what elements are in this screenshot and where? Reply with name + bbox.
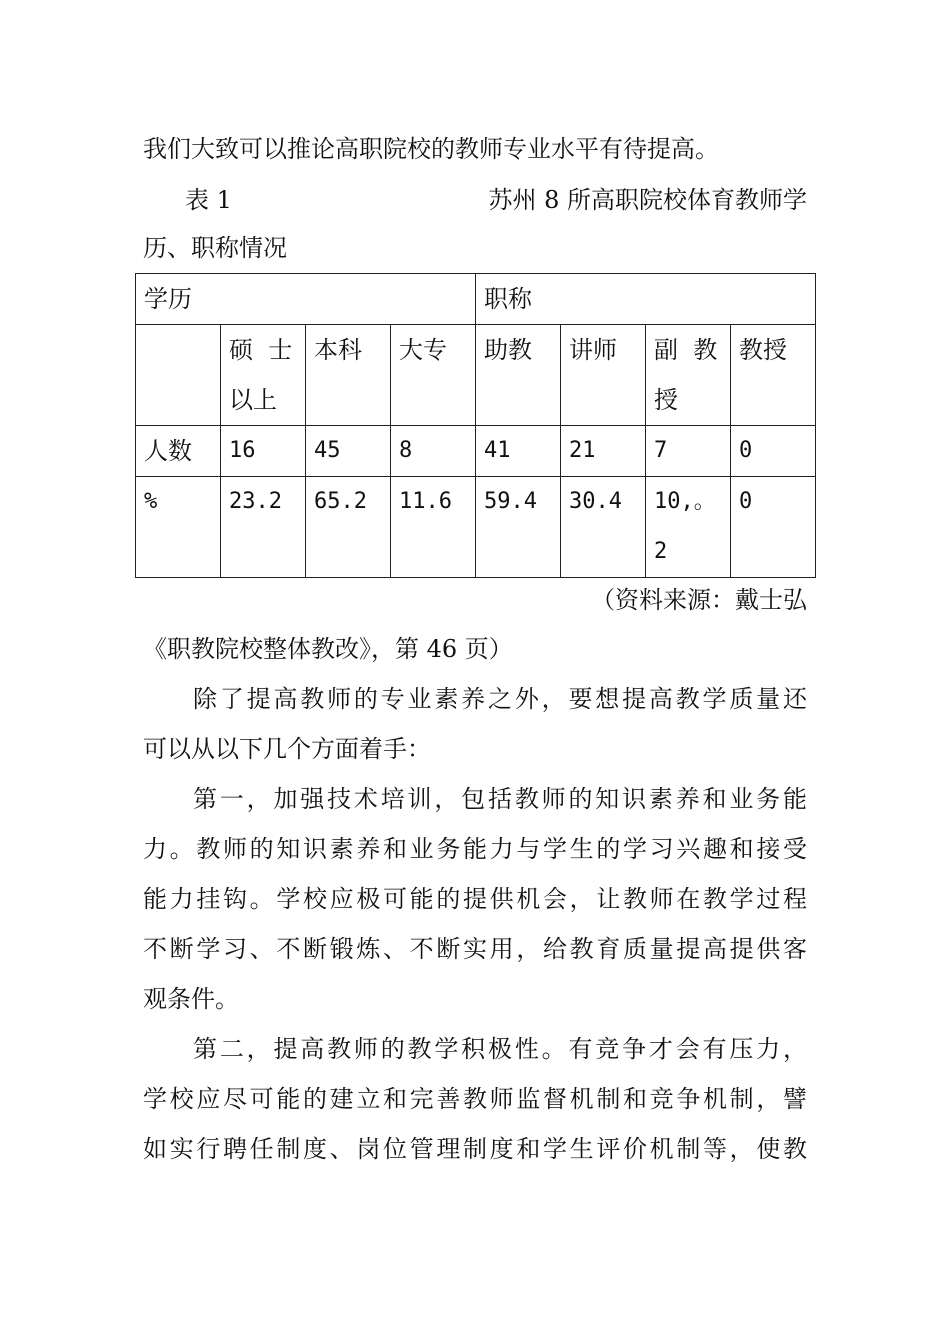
cell-pct-college: 11.6 xyxy=(391,477,476,578)
table-label: 表 1 xyxy=(185,186,232,214)
cell-count-masters: 16 xyxy=(221,426,306,477)
group-header-education: 学历 xyxy=(136,274,476,325)
cell-count-professor: 0 xyxy=(731,426,816,477)
source-line2: 《职教院校整体教改》，第 46 页） xyxy=(143,635,513,663)
table-row xyxy=(136,426,816,477)
table-title-line1: 苏州 8 所高职院校体育教师学 xyxy=(488,186,807,214)
para1-line1: 除了提高教师的专业素养之外，要想提高教学质量还 xyxy=(193,685,807,713)
para3-line2: 学校应尽可能的建立和完善教师监督机制和竞争机制，譬 xyxy=(143,1085,807,1113)
cell-pct-lecturer: 30.4 xyxy=(561,477,646,578)
cell-pct-assoc-prof-line2: 2 xyxy=(654,539,668,564)
para3-line3: 如实行聘任制度、岗位管理制度和学生评价机制等，使教 xyxy=(143,1135,807,1163)
para2-line3: 能力挂钩。学校应极可能的提供机会，让教师在教学过程 xyxy=(143,885,807,913)
cell-pct-masters: 23.2 xyxy=(221,477,306,578)
table-column-header-row xyxy=(136,325,816,426)
cell-pct-professor: 0 xyxy=(731,477,816,578)
header-masters-line2: 以上 xyxy=(229,386,277,414)
header-college: 大专 xyxy=(391,325,476,426)
cell-pct-assoc-prof xyxy=(646,477,731,578)
education-title-table xyxy=(135,273,816,578)
header-lecturer: 讲师 xyxy=(561,325,646,426)
cell-pct-bachelor: 65.2 xyxy=(306,477,391,578)
para2-line5: 观条件。 xyxy=(143,985,239,1013)
para3-line1: 第二，提高教师的教学积极性。有竞争才会有压力， xyxy=(193,1035,807,1063)
cell-count-college: 8 xyxy=(391,426,476,477)
cell-count-bachelor: 45 xyxy=(306,426,391,477)
cell-count-assoc-prof: 7 xyxy=(646,426,731,477)
header-empty-cell xyxy=(136,325,221,426)
header-masters-line1: 硕 士 xyxy=(229,336,293,364)
header-assistant: 助教 xyxy=(476,325,561,426)
header-bachelor: 本科 xyxy=(306,325,391,426)
header-professor: 教授 xyxy=(731,325,816,426)
cell-pct-assoc-prof-line1: 10,。 xyxy=(654,489,716,514)
intro-line: 我们大致可以推论高职院校的教师专业水平有待提高。 xyxy=(143,135,719,163)
cell-pct-assistant: 59.4 xyxy=(476,477,561,578)
cell-count-lecturer: 21 xyxy=(561,426,646,477)
header-masters xyxy=(221,325,306,426)
table-title-line2: 历、职称情况 xyxy=(143,234,287,262)
para2-line4: 不断学习、不断锻炼、不断实用，给教育质量提高提供客 xyxy=(143,935,807,963)
cell-count-assistant: 41 xyxy=(476,426,561,477)
source-line1: （资料来源：戴士弘 xyxy=(591,586,807,614)
header-assoc-prof xyxy=(646,325,731,426)
para2-line2: 力。教师的知识素养和业务能力与学生的学习兴趣和接受 xyxy=(143,835,807,863)
header-assoc-prof-line1: 副 教 xyxy=(654,336,718,364)
row-label-count: 人数 xyxy=(136,426,221,477)
group-header-title: 职称 xyxy=(476,274,816,325)
para1-line2: 可以从以下几个方面着手： xyxy=(143,735,431,763)
row-label-percent: % xyxy=(136,477,221,578)
para2-line1: 第一，加强技术培训，包括教师的知识素养和业务能 xyxy=(193,785,807,813)
table-group-header-row xyxy=(136,274,816,325)
header-assoc-prof-line2: 授 xyxy=(654,386,678,414)
table-row xyxy=(136,477,816,578)
